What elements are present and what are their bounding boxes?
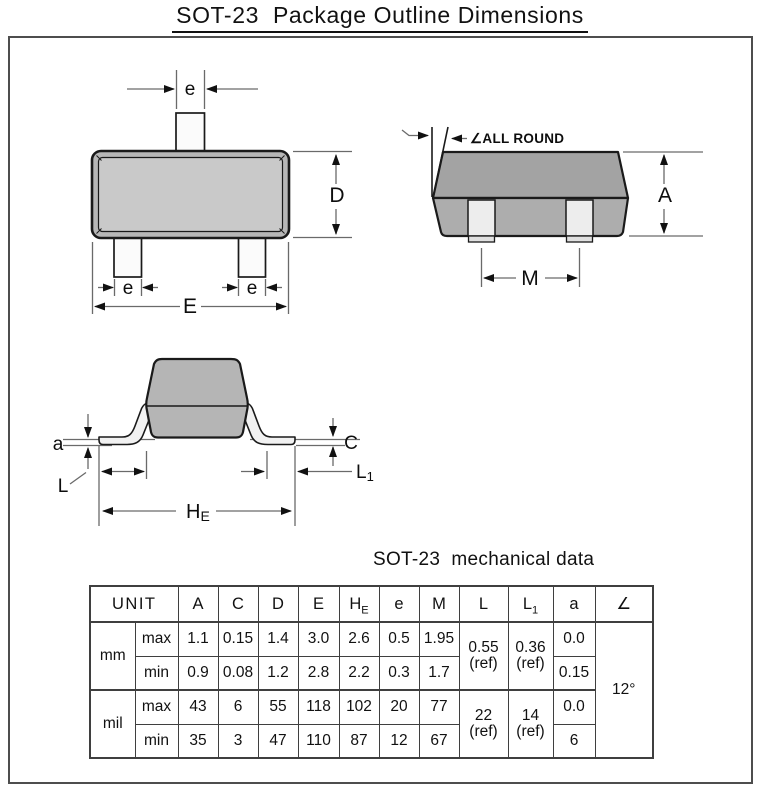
cell-angle: 12°	[595, 622, 653, 758]
cell-mm-max-E: 3.0	[298, 622, 339, 656]
dim-label-L: L	[57, 476, 69, 497]
dim-label-M: M	[521, 267, 539, 290]
cell-mm-max-HE: 2.6	[339, 622, 379, 656]
front-body-inner	[99, 158, 283, 232]
cell-mm-max-a: 0.0	[553, 622, 595, 656]
dim-label-e-bottom-right: e	[246, 278, 258, 299]
header-e: e	[379, 586, 419, 622]
dim-label-E: E	[182, 295, 198, 318]
cell-mil-max-E: 118	[298, 690, 339, 724]
dim-label-HE: HE	[186, 501, 210, 524]
row-mm-min	[90, 656, 653, 690]
dim-label-C: C	[344, 433, 358, 454]
cell-mil-max-HE: 102	[339, 690, 379, 724]
cell-mil-min-M: 67	[419, 724, 459, 758]
perspective-pin-left-tab	[469, 236, 495, 242]
row-mil-max	[90, 690, 653, 724]
table-title: SOT-23 mechanical data	[373, 549, 595, 570]
cell-mil-min-D: 47	[258, 724, 298, 758]
perspective-top-face	[433, 152, 628, 198]
dim-label-L1: L1	[356, 462, 374, 484]
header-D: D	[258, 586, 298, 622]
cell-mil-max-D: 55	[258, 690, 298, 724]
cell-mil-max-a: 0.0	[553, 690, 595, 724]
all-round-note: ∠ALL ROUND	[470, 131, 565, 146]
front-top-pin	[176, 113, 205, 153]
dim-label-a: a	[52, 434, 64, 455]
cell-mm-max-D: 1.4	[258, 622, 298, 656]
cell-mil-L: 22 (ref)	[459, 690, 508, 758]
header-L: L	[459, 586, 508, 622]
label-max: max	[135, 690, 178, 724]
header-angle: ∠	[595, 586, 653, 622]
dim-label-A: A	[657, 184, 673, 207]
header-a: a	[553, 586, 595, 622]
cell-mil-min-C: 3	[218, 724, 258, 758]
cell-mil-max-M: 77	[419, 690, 459, 724]
dim-label-e-bottom-left: e	[122, 278, 134, 299]
cell-mm-min-D: 1.2	[258, 656, 298, 690]
side-body	[146, 359, 248, 438]
row-mil-min	[90, 724, 653, 758]
label-min: min	[135, 656, 178, 690]
cell-mm-L1: 0.36 (ref)	[508, 622, 553, 690]
page-title-text: SOT-23 Package Outline Dimensions	[172, 2, 588, 33]
cell-mm-L: 0.55 (ref)	[459, 622, 508, 690]
cell-mil-min-A: 35	[178, 724, 218, 758]
dim-L	[70, 446, 147, 526]
cell-mil-min-E: 110	[298, 724, 339, 758]
unit-mil: mil	[90, 690, 135, 758]
cell-mil-L1: 14 (ref)	[508, 690, 553, 758]
cell-mm-max-e: 0.5	[379, 622, 419, 656]
cell-mm-max-A: 1.1	[178, 622, 218, 656]
cell-mm-max-C: 0.15	[218, 622, 258, 656]
header-HE: $H_E$	[339, 586, 379, 622]
label-max: max	[135, 622, 178, 656]
cell-mil-max-A: 43	[178, 690, 218, 724]
perspective-front-face	[433, 198, 628, 236]
cell-mil-max-C: 6	[218, 690, 258, 724]
perspective-pin-right	[566, 200, 593, 236]
cell-mil-max-e: 20	[379, 690, 419, 724]
cell-mil-min-a: 6	[553, 724, 595, 758]
dim-label-D: D	[329, 184, 345, 207]
cell-mm-min-M: 1.7	[419, 656, 459, 690]
draft-angle-left-arrow	[402, 130, 428, 136]
cell-mm-max-M: 1.95	[419, 622, 459, 656]
mechanical-data-table	[89, 585, 654, 759]
perspective-pin-left	[468, 200, 495, 236]
front-view	[92, 70, 352, 318]
cell-mm-min-A: 0.9	[178, 656, 218, 690]
row-mm-max	[90, 622, 653, 656]
side-view	[53, 359, 374, 526]
cell-mil-min-HE: 87	[339, 724, 379, 758]
cell-mm-min-e: 0.3	[379, 656, 419, 690]
cell-mil-min-e: 12	[379, 724, 419, 758]
front-bottom-pin-left	[114, 238, 142, 277]
dim-L1	[241, 446, 352, 526]
header-A: A	[178, 586, 218, 622]
header-C: C	[218, 586, 258, 622]
label-min: min	[135, 724, 178, 758]
front-bottom-pin-right	[239, 238, 266, 277]
cell-mm-min-a: 0.15	[553, 656, 595, 690]
perspective-view	[402, 127, 703, 290]
perspective-pin-right-tab	[567, 236, 593, 242]
table-header-row	[90, 586, 653, 622]
header-unit: UNIT	[90, 586, 178, 622]
cell-mm-min-C: 0.08	[218, 656, 258, 690]
unit-mm: mm	[90, 622, 135, 690]
cell-mm-min-HE: 2.2	[339, 656, 379, 690]
dim-label-e-top: e	[184, 79, 196, 100]
header-L1: $L_1$	[508, 586, 553, 622]
header-E: E	[298, 586, 339, 622]
header-M: M	[419, 586, 459, 622]
cell-mm-min-E: 2.8	[298, 656, 339, 690]
